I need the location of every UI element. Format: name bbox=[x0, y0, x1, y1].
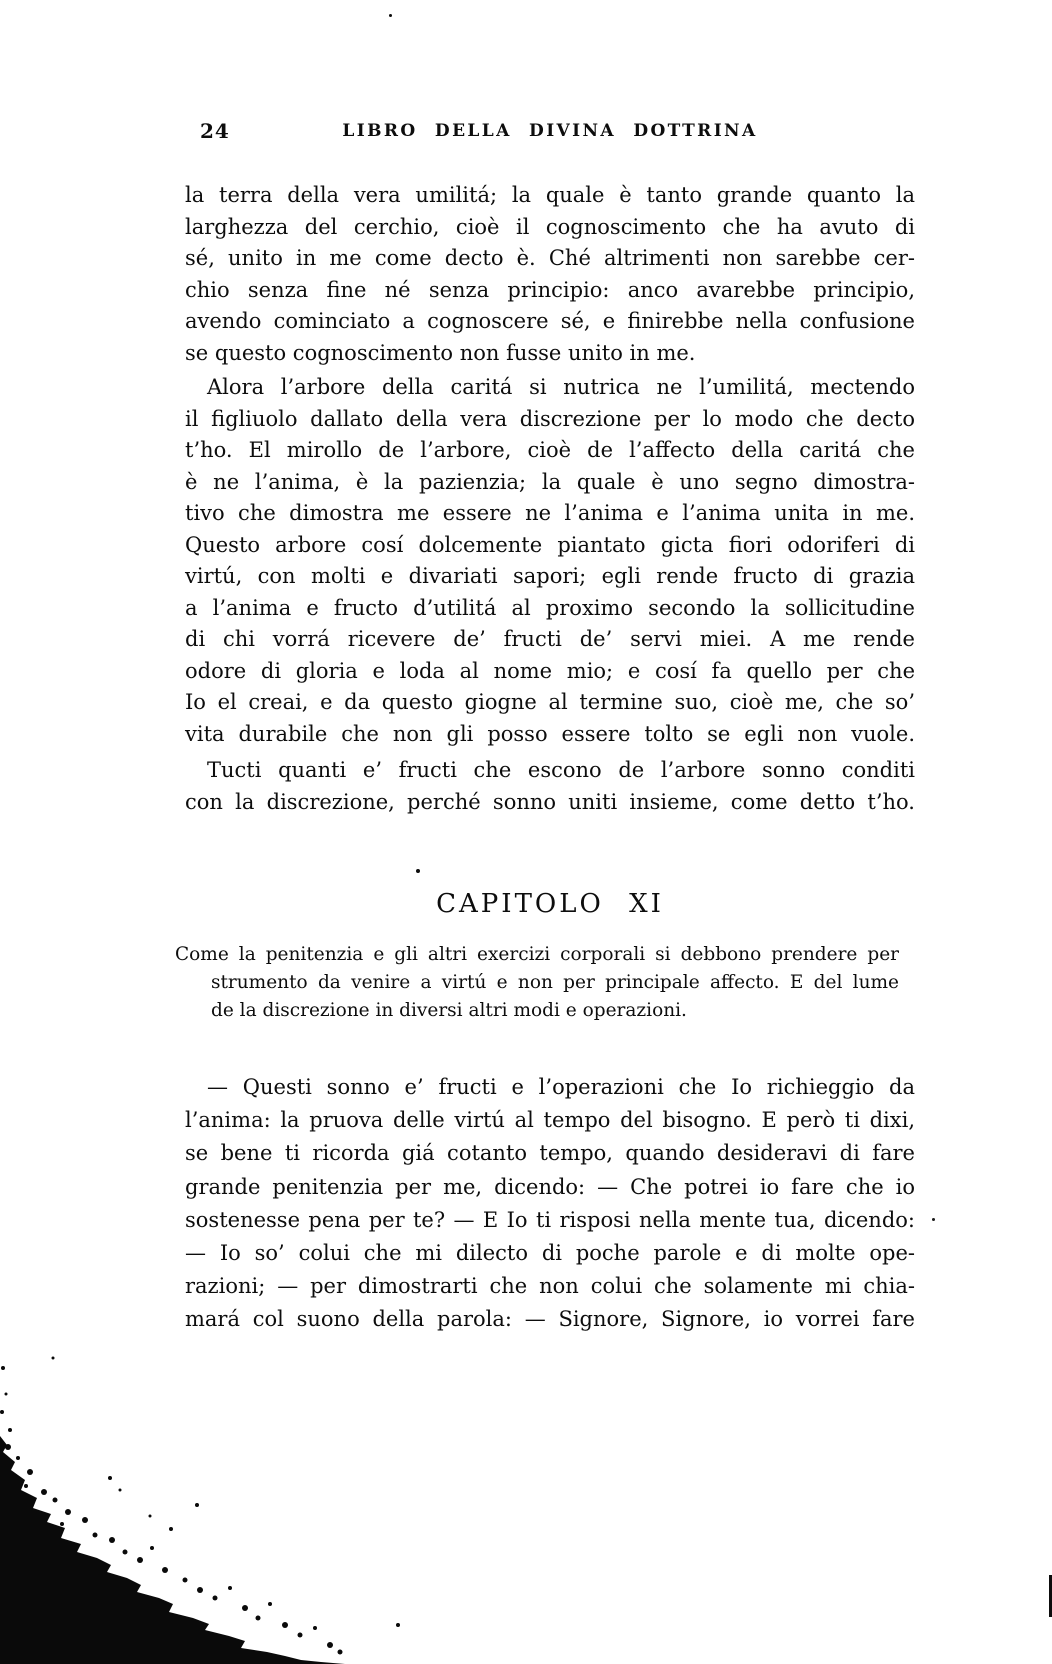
text-line: — Io so’ colui che mi dilecto di poche parole e di molte ope- bbox=[185, 1241, 915, 1266]
text-line: — Questi sonno e’ fructi e l’operazioni che Io richieggio da bbox=[207, 1075, 915, 1099]
ink-blot-artifact bbox=[0, 1320, 460, 1664]
text-line: la terra della vera umilitá; la quale è tanto grande quanto la bbox=[185, 183, 915, 207]
scan-speck-margin bbox=[932, 1218, 935, 1221]
text-line: di chi vorrá ricevere de’ fructi de’ servi miei. A me rende bbox=[185, 627, 915, 651]
text-line: razioni; — per dimostrarti che non colui che solamente mi chia- bbox=[185, 1274, 915, 1299]
text-line: virtú, con molti e divariati sapori; egli rende fructo di grazia bbox=[185, 564, 915, 588]
chapter-paragraph bbox=[185, 1071, 915, 1337]
text-line: Come la penitenzia e gli altri exercizi corporali si debbono prendere per bbox=[175, 944, 899, 965]
text-line: sostenesse pena per te? — E Io ti risposi nella mente tua, dicendo: bbox=[185, 1207, 915, 1232]
text-line: sé, unito in me come decto è. Ché altrimenti non sarebbe cer- bbox=[185, 246, 915, 270]
text-line: odore di gloria e loda al nome mio; e cosí fa quello per che bbox=[185, 658, 915, 683]
text-line: Io el creai, e da questo giogne al termine suo, cioè me, che so’ bbox=[185, 690, 915, 714]
paragraph-arbore-carita bbox=[185, 372, 915, 750]
text-line: larghezza del cerchio, cioè il cognoscimento che ha avuto di bbox=[185, 214, 915, 239]
text-line: se bene ti ricorda giá cotanto tempo, quando desideravi di fare bbox=[185, 1141, 915, 1166]
text-line: chio senza fine né senza principio: anco avarebbe principio, bbox=[185, 277, 915, 302]
text-line: grande penitenzia per me, dicendo: — Che potrei io fare che io bbox=[185, 1174, 915, 1199]
text-line: de la discrezione in diversi altri modi e operazioni. bbox=[211, 1000, 687, 1021]
scan-speck-top bbox=[389, 14, 392, 17]
text-line: Questo arbore cosí dolcemente piantato gicta fiori odoriferi di bbox=[185, 532, 915, 557]
text-line: con la discrezione, perché sonno uniti insieme, come detto t’ho. bbox=[185, 789, 915, 814]
text-line: vita durabile che non gli posso essere tolto se egli non vuole. bbox=[185, 721, 915, 746]
text-line: Tucti quanti e’ fructi che escono de l’arbore sonno conditi bbox=[207, 758, 915, 782]
text-line: se questo cognoscimento non fusse unito in me. bbox=[185, 340, 696, 365]
page-number: 24 bbox=[200, 119, 230, 143]
paragraph-continuation bbox=[185, 180, 915, 369]
text-line: tivo che dimostra me essere ne l’anima e l’anima unita in me. bbox=[185, 501, 915, 525]
text-line: l’anima: la pruova delle virtú al tempo del bisogno. E però ti dixi, bbox=[185, 1108, 915, 1133]
text-line: il figliuolo dallato della vera discrezione per lo modo che decto bbox=[185, 406, 915, 431]
chapter-heading: CAPITOLO XI bbox=[436, 889, 664, 919]
section-divider-dot bbox=[416, 869, 420, 873]
text-line: mará col suono della parola: — Signore, Signore, io vorrei fare bbox=[185, 1307, 915, 1332]
running-title: LIBRO DELLA DIVINA DOTTRINA bbox=[342, 121, 758, 141]
text-line: è ne l’anima, è la pazienzia; la quale è uno segno dimostra- bbox=[185, 469, 915, 494]
chapter-summary bbox=[175, 941, 899, 1025]
text-line: strumento da venire a virtú e non per principale affecto. E del lume bbox=[211, 972, 899, 993]
text-line: Alora l’arbore della caritá si nutrica ne l’umilitá, mectendo bbox=[207, 375, 915, 399]
text-line: avendo cominciato a cognoscere sé, e finirebbe nella confusione bbox=[185, 309, 915, 333]
paragraph-tucti-fructi bbox=[185, 755, 915, 818]
text-line: a l’anima e fructo d’utilitá al proximo secondo la sollicitudine bbox=[185, 595, 915, 620]
text-line: t’ho. El mirollo de l’arbore, cioè de l’affecto della caritá che bbox=[185, 438, 915, 462]
